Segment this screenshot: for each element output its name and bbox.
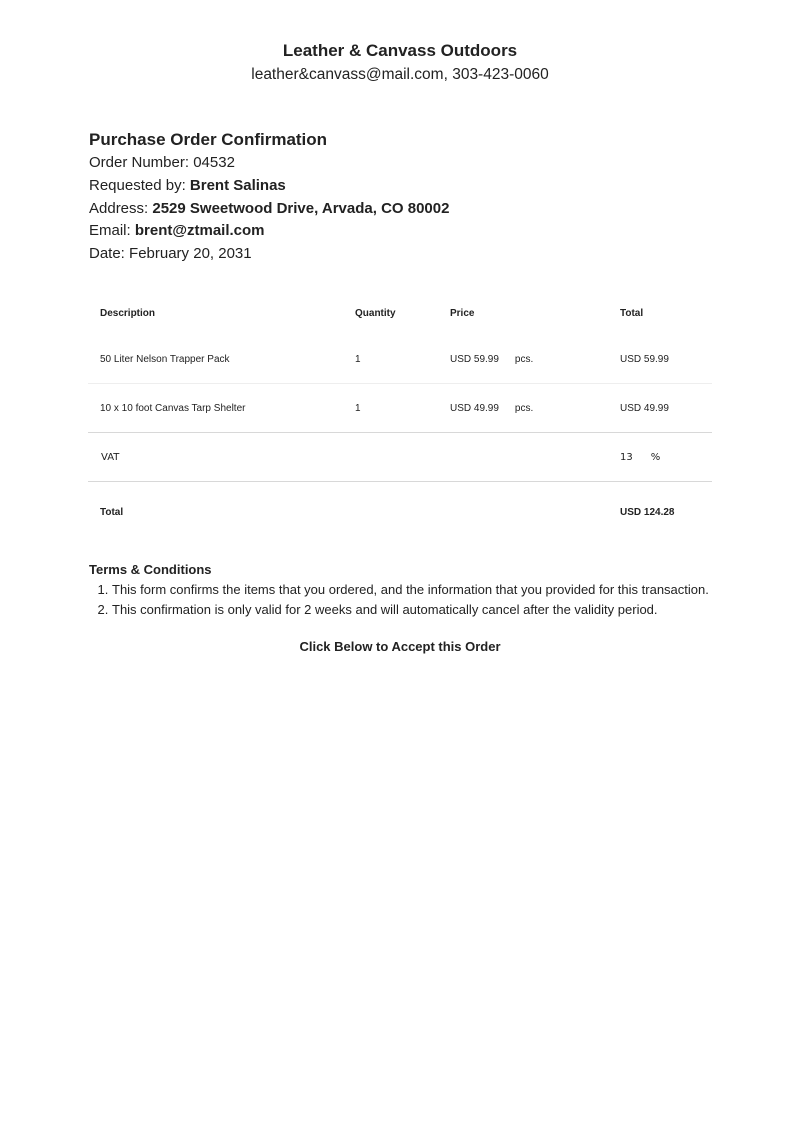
address-value: 2529 Sweetwood Drive, Arvada, CO 80002 [152, 199, 450, 217]
item-quantity: 1 [355, 335, 450, 384]
address-label: Address: [89, 199, 149, 217]
accept-order-prompt: Click Below to Accept this Order [299, 639, 501, 654]
vat-value-cell [620, 433, 712, 482]
email-value: brent@ztmail.com [134, 222, 265, 240]
order-info [89, 127, 449, 266]
item-price: USD 49.99 [450, 402, 499, 414]
terms-title: Terms & Conditions [89, 562, 212, 577]
total-label: Total [100, 507, 124, 518]
header-price: Price [450, 308, 475, 319]
vat-unit: % [650, 451, 661, 463]
item-unit: pcs. [514, 402, 534, 414]
item-price: USD 59.99 [450, 353, 499, 365]
item-price-cell [450, 335, 620, 384]
item-quantity: 1 [355, 384, 450, 433]
terms-section [89, 561, 729, 620]
order-number-line [89, 152, 449, 175]
header-description: Description [100, 308, 156, 319]
requested-by-value: Brent Salinas [189, 176, 286, 194]
total-row [88, 482, 712, 544]
item-unit: pcs. [514, 353, 534, 365]
total-amount: USD 124.28 [620, 507, 675, 518]
company-contact: leather&canvass@mail.com, 303-423-0060 [251, 66, 549, 83]
requested-by-label: Requested by: [89, 176, 186, 194]
terms-item: 2. This confirmation is only valid for 2 weeks and will automatically cancel after the validity period. [112, 600, 729, 620]
date-label: Date: [89, 245, 125, 263]
terms-list [89, 580, 729, 620]
company-name: Leather & Canvass Outdoors [282, 41, 518, 60]
company-header [0, 38, 800, 86]
table-row [88, 384, 712, 433]
order-number-value: 04532 [193, 154, 235, 171]
item-price-cell [450, 384, 620, 433]
item-total: USD 59.99 [620, 335, 712, 384]
email-label: Email: [89, 222, 131, 240]
item-description: 50 Liter Nelson Trapper Pack [88, 335, 355, 384]
header-quantity: Quantity [355, 308, 396, 319]
date-line [89, 243, 449, 266]
address-line [89, 198, 449, 221]
email-line [89, 220, 449, 243]
vat-value: 13 [620, 451, 633, 463]
date-value: February 20, 2031 [129, 245, 252, 263]
header-total: Total [620, 308, 644, 319]
requested-by-line [89, 175, 449, 198]
vat-row [88, 433, 712, 482]
vat-label: VAT [88, 433, 355, 482]
item-description: 10 x 10 foot Canvas Tarp Shelter [88, 384, 355, 433]
item-total: USD 49.99 [620, 384, 712, 433]
items-table [88, 292, 712, 543]
table-header-row [88, 292, 712, 335]
terms-item: 1. This form confirms the items that you ordered, and the information that you provided for this transaction. [112, 580, 729, 600]
order-number-label: Order Number: [89, 154, 190, 171]
page-title: Purchase Order Confirmation [89, 130, 328, 149]
table-row [88, 335, 712, 384]
